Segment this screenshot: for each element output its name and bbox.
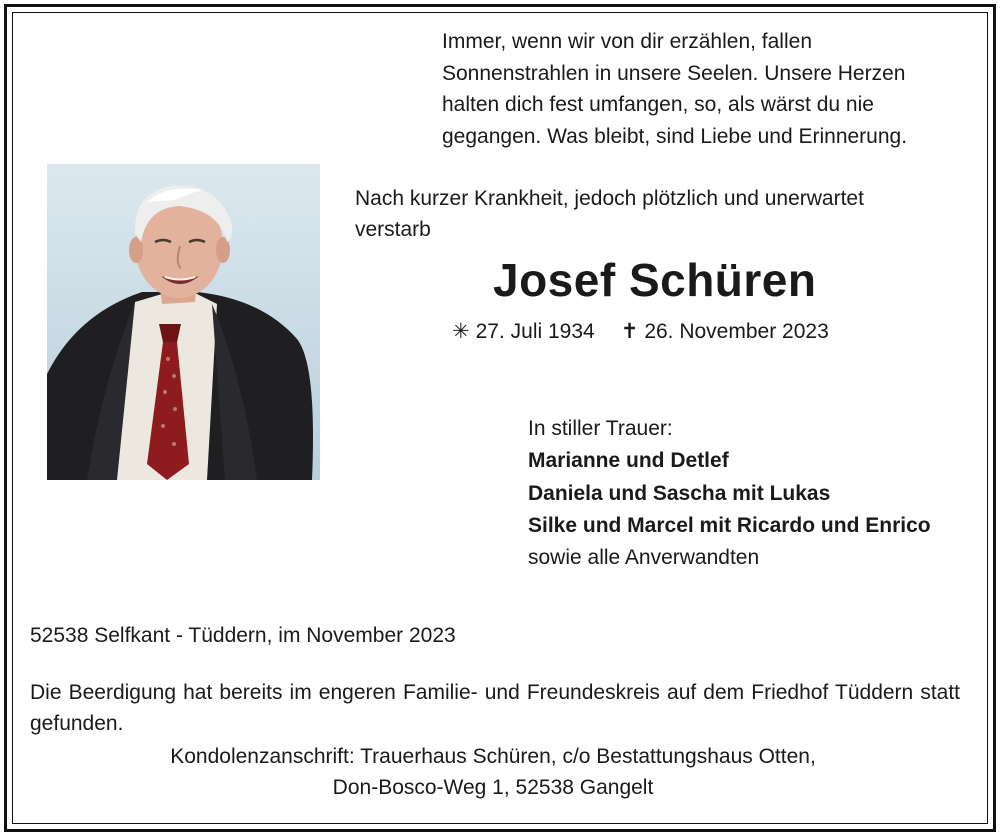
mourners-block: [528, 413, 931, 574]
cross-icon: ✝: [620, 320, 639, 343]
star-asterisk-icon: ✳: [452, 320, 470, 343]
death-date: 26. November 2023: [644, 320, 829, 343]
intro-line: verstarb: [355, 218, 431, 241]
birth-date: 27. Juli 1934: [475, 320, 595, 343]
intro-text: [355, 183, 864, 245]
intro-line: Nach kurzer Krankheit, jedoch plötzlich und unerwartet: [355, 187, 864, 210]
condolence-address-line2: Don-Bosco-Weg 1, 52538 Gangelt: [332, 776, 654, 799]
mourner-names: Marianne und Detlef: [528, 449, 729, 473]
poem-line: halten dich fest umfangen, so, als wärst du nie: [442, 93, 874, 116]
portrait-photo: [47, 164, 320, 480]
mourners-heading: In stiller Trauer:: [528, 417, 673, 440]
mourner-names: Silke und Marcel mit Ricardo und Enrico: [528, 513, 931, 537]
deceased-name: Josef Schüren: [493, 254, 817, 306]
life-dates: [452, 316, 829, 347]
condolence-address-line1: Kondolenzanschrift: Trauerhaus Schüren, c/o Bestattungshaus Otten,: [170, 745, 816, 768]
mourners-closing: sowie alle Anverwandten: [528, 546, 760, 570]
burial-note: Die Beerdigung hat bereits im engeren Familie- und Freundeskreis auf dem Friedhof Tüddern statt gefunden.: [30, 681, 960, 735]
poem-line: Sonnenstrahlen in unsere Seelen. Unsere Herzen: [442, 61, 906, 85]
poem-line: gegangen. Was bleibt, sind Liebe und Erinnerung.: [442, 124, 908, 148]
mourner-names: Daniela und Sascha mit Lukas: [528, 481, 831, 505]
place-date: 52538 Selfkant - Tüddern, im November 2023: [30, 624, 456, 647]
poem: [442, 26, 907, 152]
poem-line: Immer, wenn wir von dir erzählen, fallen: [442, 30, 812, 53]
